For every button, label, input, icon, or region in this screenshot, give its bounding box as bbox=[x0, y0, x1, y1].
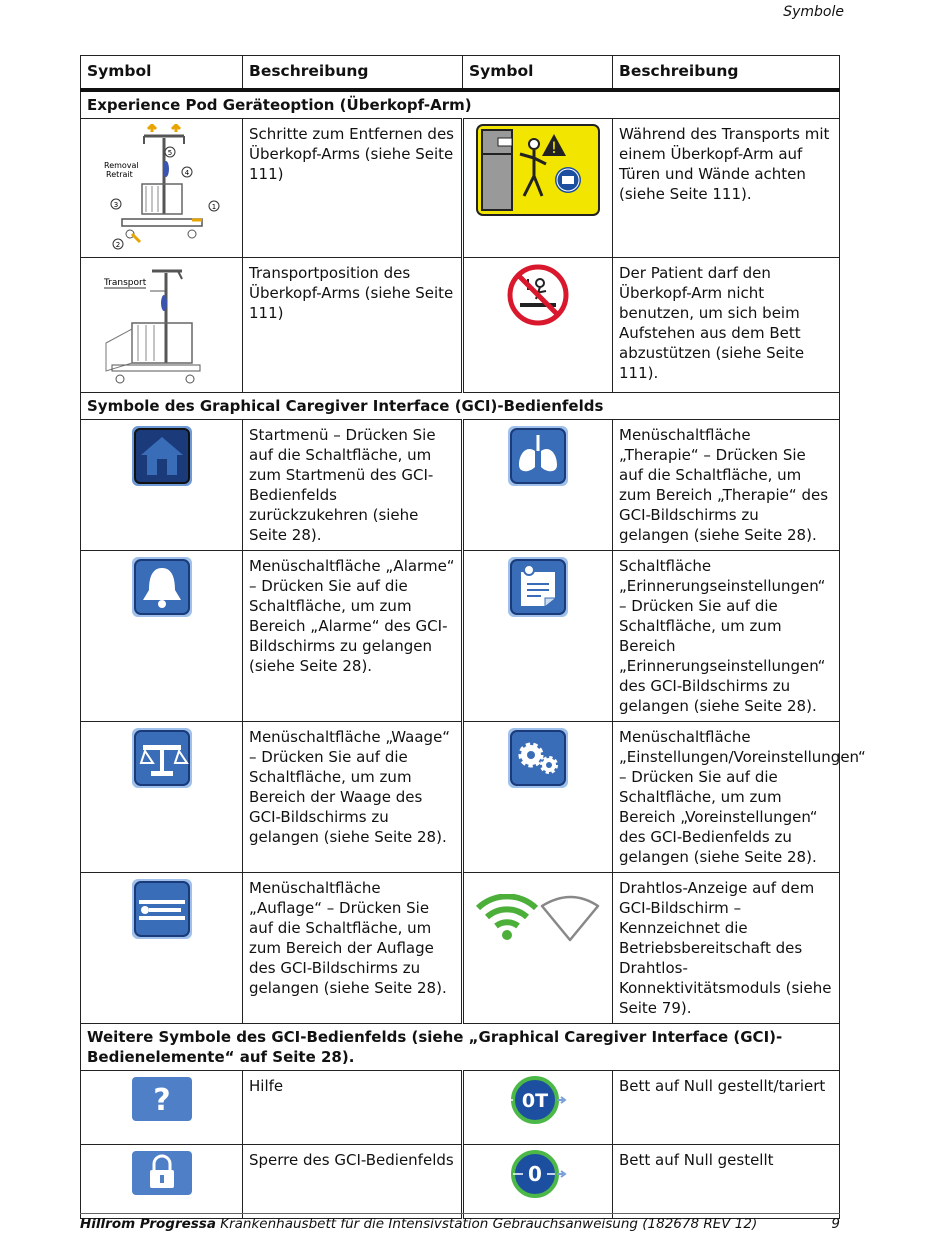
description-cell: Schritte zum Entfernen des Überkopf-Arms (siehe Seite 111) bbox=[243, 119, 463, 258]
reminder-settings-icon bbox=[507, 556, 569, 618]
symbol-cell bbox=[463, 119, 613, 258]
symbol-cell bbox=[81, 551, 243, 722]
section-row-more-gci bbox=[81, 1024, 840, 1071]
description-cell: Während des Transports mit einem Überkopf-Arm auf Türen und Wände achten (siehe Seite 111). bbox=[613, 119, 840, 258]
table-row bbox=[81, 420, 840, 551]
page-footer bbox=[80, 1213, 840, 1232]
symbol-cell bbox=[81, 722, 243, 873]
column-header-description-2: Beschreibung bbox=[613, 56, 840, 91]
table-row bbox=[81, 1145, 840, 1219]
description-cell: Menüschaltfläche „Waage“ – Drücken Sie auf die Schaltfläche, um zum Bereich der Waage des GCI-Bildschirms zu gelangen (siehe Seite 28). bbox=[243, 722, 463, 873]
caution-doors-walls-transport-icon bbox=[476, 124, 600, 216]
description-cell: Transportposition des Überkopf-Arms (siehe Seite 111) bbox=[243, 258, 463, 393]
symbol-cell bbox=[81, 420, 243, 551]
page-number: 9 bbox=[831, 1216, 840, 1232]
section-row-experience-pod bbox=[81, 90, 840, 119]
symbol-cell bbox=[463, 420, 613, 551]
svg-text:!: ! bbox=[550, 138, 558, 157]
zero-glyph: 0 bbox=[528, 1162, 542, 1186]
therapy-lungs-icon bbox=[507, 425, 569, 487]
section-title: Weitere Symbole des GCI-Bedienfelds (siehe „Graphical Caregiver Interface (GCI)-Bedienelemente“ auf Seite 28). bbox=[81, 1024, 840, 1071]
column-header-symbol-2: Symbol bbox=[463, 56, 613, 91]
symbol-cell bbox=[81, 258, 243, 393]
surface-patient-bed-icon bbox=[131, 878, 193, 940]
symbol-cell bbox=[463, 722, 613, 873]
symbol-cell bbox=[81, 1145, 243, 1219]
help-glyph: ? bbox=[152, 1083, 171, 1118]
section-row-gci bbox=[81, 393, 840, 420]
step-5-label: 5 bbox=[167, 149, 172, 157]
symbol-cell bbox=[81, 1071, 243, 1145]
symbol-cell bbox=[463, 1145, 613, 1219]
table-row bbox=[81, 722, 840, 873]
symbol-cell bbox=[463, 1071, 613, 1145]
description-cell: Menüschaltfläche „Einstellungen/Voreinstellungen“ – Drücken Sie auf die Schaltfläche, um zum Bereich „Voreinstellungen“ des GCI-Bedienfelds zu gelangen (siehe Seite 28). bbox=[613, 722, 840, 873]
wireless-indicator-icons bbox=[476, 894, 600, 942]
symbol-table bbox=[80, 55, 866, 1219]
step-4-label: 4 bbox=[184, 169, 189, 177]
table-row bbox=[81, 119, 840, 258]
description-cell: Bett auf Null gestellt bbox=[613, 1145, 840, 1219]
zero-tare-glyph: 0T bbox=[521, 1090, 549, 1112]
symbol-cell bbox=[81, 119, 243, 258]
description-cell: Drahtlos-Anzeige auf dem GCI-Bildschirm – Kennzeichnet die Betriebsbereitschaft des Drahtlos-Konnektivitätsmoduls (siehe Seite 79). bbox=[613, 873, 840, 1024]
description-cell: Der Patient darf den Überkopf-Arm nicht benutzen, um sich beim Aufstehen aus dem Bett abzustützen (siehe Seite 111). bbox=[613, 258, 840, 393]
description-cell: Startmenü – Drücken Sie auf die Schaltfläche, um zum Startmenü des GCI-Bedienfelds zurückzukehren (siehe Seite 28). bbox=[243, 420, 463, 551]
description-cell: Menüschaltfläche „Auflage“ – Drücken Sie auf die Schaltfläche, um zum Bereich der Auflage des GCI-Bildschirms zu gelangen (siehe Seite 28). bbox=[243, 873, 463, 1024]
running-head: Symbole bbox=[783, 4, 844, 20]
table-row bbox=[81, 1071, 840, 1145]
description-cell: Menüschaltfläche „Therapie“ – Drücken Sie auf die Schaltfläche, um zum Bereich „Therapie“ des GCI-Bildschirms zu gelangen (siehe Seite 28). bbox=[613, 420, 840, 551]
table-header-row bbox=[81, 56, 840, 91]
step-1-label: 1 bbox=[211, 203, 216, 211]
help-icon bbox=[131, 1076, 193, 1122]
settings-gears-icon bbox=[507, 727, 569, 789]
no-patient-use-prohibition-icon bbox=[506, 263, 570, 327]
description-cell: Hilfe bbox=[243, 1071, 463, 1145]
zeroed-tared-icon bbox=[505, 1076, 571, 1124]
column-header-description: Beschreibung bbox=[243, 56, 463, 91]
symbol-cell bbox=[463, 873, 613, 1024]
scale-icon bbox=[131, 727, 193, 789]
symbol-cell bbox=[463, 551, 613, 722]
home-menu-icon bbox=[131, 425, 193, 487]
column-header-symbol: Symbol bbox=[81, 56, 243, 91]
description-cell: Menüschaltfläche „Alarme“ – Drücken Sie auf die Schaltfläche, um zum Bereich „Alarme“ des GCI-Bildschirms zu gelangen (siehe Seite 28). bbox=[243, 551, 463, 722]
step-3-label: 3 bbox=[113, 201, 118, 209]
transport-label: Transport bbox=[103, 278, 146, 288]
section-title: Experience Pod Geräteoption (Überkopf-Arm) bbox=[81, 90, 840, 119]
description-cell: Sperre des GCI-Bedienfelds bbox=[243, 1145, 463, 1219]
section-title: Symbole des Graphical Caregiver Interface (GCI)-Bedienfelds bbox=[81, 393, 840, 420]
symbol-cell bbox=[81, 873, 243, 1024]
symbol-cell bbox=[463, 258, 613, 393]
footer-brand: Hillrom Progressa bbox=[80, 1216, 216, 1232]
table-row bbox=[81, 551, 840, 722]
alarm-bell-icon bbox=[131, 556, 193, 618]
retrait-label: Retrait bbox=[105, 170, 133, 179]
zeroed-icon bbox=[505, 1150, 571, 1198]
footer-title: Krankenhausbett für die Intensivstation Gebrauchsanweisung (182678 REV 12) bbox=[220, 1216, 758, 1232]
overhead-arm-removal-steps-icon bbox=[102, 124, 222, 252]
description-cell: Schaltfläche „Erinnerungseinstellungen“ – Drücken Sie auf die Schaltfläche, um zum Bereich „Erinnerungseinstellungen“ des GCI-Bildschirms zu gelangen (siehe Seite 28). bbox=[613, 551, 840, 722]
table-row bbox=[81, 258, 840, 393]
step-2-label: 2 bbox=[115, 241, 120, 249]
overhead-arm-transport-position-icon bbox=[102, 263, 222, 387]
lock-icon bbox=[131, 1150, 193, 1196]
removal-label: Removal bbox=[103, 161, 139, 170]
description-cell: Bett auf Null gestellt/tariert bbox=[613, 1071, 840, 1145]
table-row bbox=[81, 873, 840, 1024]
